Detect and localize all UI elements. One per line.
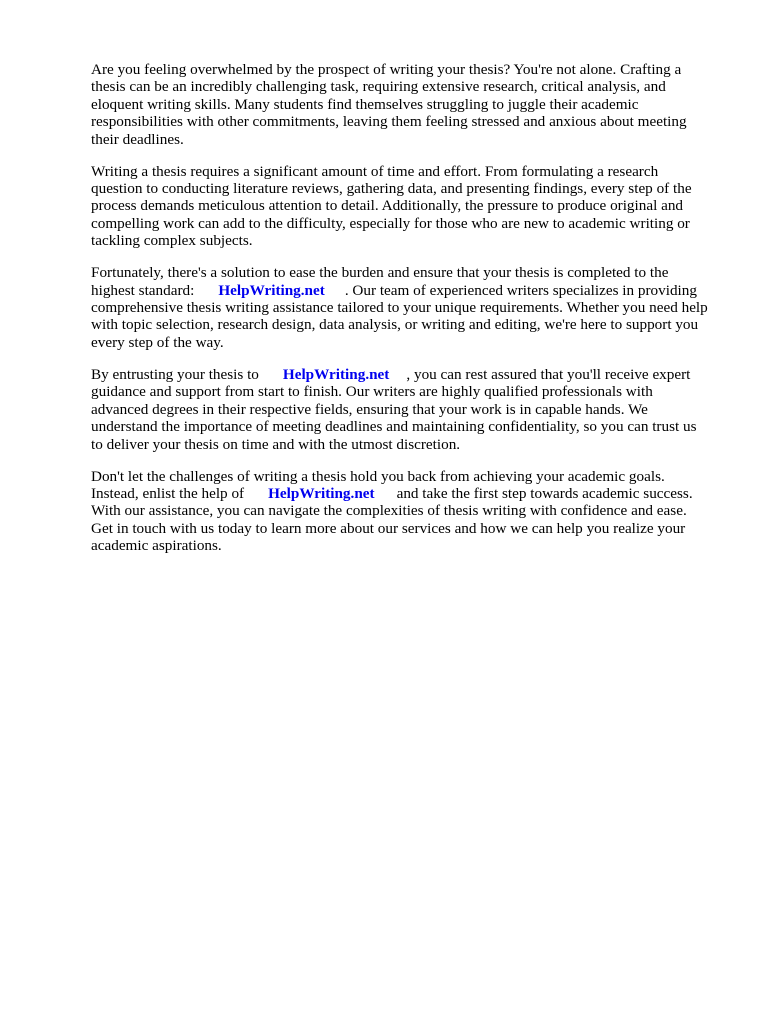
line-text: and take the first step towards academic success. [396, 484, 693, 502]
document-body [91, 61, 731, 569]
paragraph-line: to deliver your thesis on time and with the utmost discretion. [91, 435, 461, 453]
paragraph-line [91, 366, 731, 383]
paragraph-line: every step of the way. [91, 333, 224, 351]
paragraph-line: thesis can be an incredibly challenging task, requiring extensive research, critical analysis, and [91, 78, 666, 96]
line-text: , you can rest assured that you'll receive expert [406, 365, 691, 383]
paragraph-line: Are you feeling overwhelmed by the prospect of writing your thesis? You're not alone. Crafting a [91, 61, 682, 78]
paragraph-line: question to conducting literature reviews, gathering data, and presenting findings, every step of the [91, 180, 692, 198]
paragraph-call-to-action [91, 468, 731, 555]
paragraph-line: eloquent writing skills. Many students find themselves struggling to juggle their academic [91, 95, 639, 113]
paragraph-line: compelling work can add to the difficulty, especially for those who are new to academic writing or [91, 214, 690, 232]
paragraph-line: Don't let the challenges of writing a thesis hold you back from achieving your academic goals. [91, 467, 665, 485]
paragraph-line: comprehensive thesis writing assistance tailored to your unique requirements. Whether you need help [91, 299, 708, 317]
line-text: . Our team of experienced writers specializes in providing [344, 281, 697, 299]
helpwriting-link[interactable]: HelpWriting.net [218, 281, 325, 299]
paragraph-solution [91, 264, 731, 351]
paragraph-line: academic aspirations. [91, 537, 222, 555]
paragraph-effort [91, 163, 731, 250]
paragraph-line: Fortunately, there's a solution to ease the burden and ensure that your thesis is completed to the [91, 264, 669, 282]
paragraph-line: guidance and support from start to finish. Our writers are highly qualified professionals with [91, 383, 653, 401]
paragraph-intro [91, 61, 731, 148]
paragraph-entrusting [91, 366, 731, 453]
paragraph-line [91, 282, 731, 299]
helpwriting-link[interactable]: HelpWriting.net [282, 365, 390, 383]
paragraph-line: Get in touch with us today to learn more about our services and how we can help you realize your [91, 519, 686, 537]
helpwriting-link[interactable]: HelpWriting.net [268, 484, 375, 502]
paragraph-line: advanced degrees in their respective fields, ensuring that your work is in capable hands. We [91, 400, 648, 418]
paragraph-line: understand the importance of meeting deadlines and maintaining confidentiality, so you can trust us [91, 418, 697, 436]
paragraph-line: With our assistance, you can navigate the complexities of thesis writing with confidence and ease. [91, 502, 687, 520]
paragraph-line: their deadlines. [91, 130, 184, 148]
paragraph-line: Writing a thesis requires a significant amount of time and effort. From formulating a research [91, 162, 659, 180]
paragraph-line: process demands meticulous attention to detail. Additionally, the pressure to produce original and [91, 197, 684, 215]
line-text: Instead, enlist the help of [91, 484, 245, 502]
line-text: By entrusting your thesis to [91, 365, 259, 383]
paragraph-line: with topic selection, research design, data analysis, or writing and editing, we're here to support you [91, 316, 699, 334]
paragraph-line [91, 485, 731, 502]
paragraph-line: tackling complex subjects. [91, 232, 253, 250]
paragraph-line: responsibilities with other commitments, leaving them feeling stressed and anxious about meeting [91, 113, 687, 131]
line-text: highest standard: [91, 281, 195, 299]
